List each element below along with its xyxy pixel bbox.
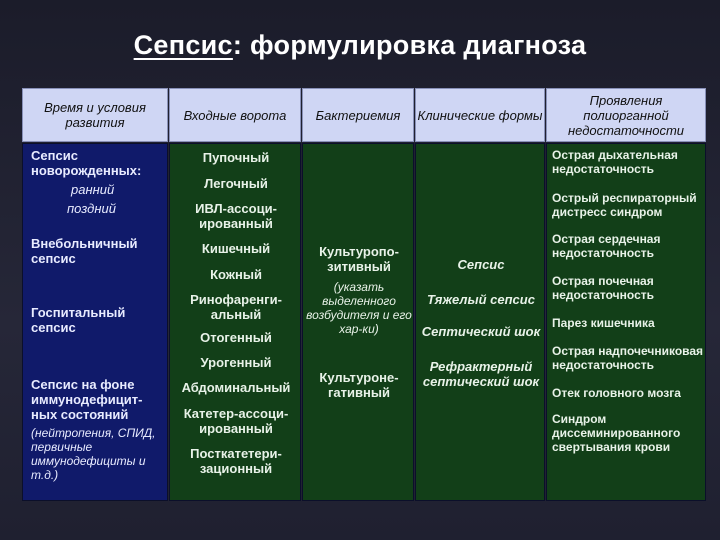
line: первичные xyxy=(31,440,93,454)
header-bacteremia xyxy=(302,88,414,142)
header-time-conditions xyxy=(22,88,168,142)
column-entry-gates xyxy=(169,143,301,501)
header-label: Входные ворота xyxy=(183,107,287,123)
gate-ventilator xyxy=(170,201,302,231)
line: Синдром xyxy=(552,412,607,426)
column-clinical-forms xyxy=(415,143,545,501)
gate-catheter xyxy=(170,406,302,436)
culture-positive-note xyxy=(303,280,415,336)
gate-skin: Кожный xyxy=(210,267,262,282)
line: Культуропо- xyxy=(319,244,399,259)
form-septic-shock: Септический шок xyxy=(421,324,541,339)
line: зационный xyxy=(199,461,273,476)
form-sepsis: Сепсис xyxy=(457,257,505,272)
header-label: Бактериемия xyxy=(315,107,401,123)
line: Острая почечная xyxy=(552,274,654,288)
gate-abdominal: Абдоминальный xyxy=(181,380,291,395)
line: септический шок xyxy=(422,374,540,389)
line: Острая сердечная xyxy=(552,232,661,246)
resp-failure xyxy=(552,148,678,176)
gate-umbilical: Пупочный xyxy=(202,150,270,165)
culture-negative xyxy=(303,370,415,400)
line: гативный xyxy=(328,385,390,400)
line: иммунодефициты и xyxy=(31,454,146,468)
line: диссеминированного xyxy=(552,426,681,440)
line: ированный xyxy=(199,216,273,231)
intestinal-paresis: Парез кишечника xyxy=(552,316,655,330)
line: хар-ки) xyxy=(339,322,379,336)
title-underlined: Сепсис xyxy=(133,30,233,60)
slide-title xyxy=(0,30,720,61)
line: альный xyxy=(210,307,262,322)
late-onset: поздний xyxy=(67,201,116,216)
header-organ-failure xyxy=(546,88,706,142)
column-organ-failure xyxy=(546,143,706,501)
line: Рефрактерный xyxy=(429,359,533,374)
column-time-conditions xyxy=(22,143,168,501)
line: недостаточность xyxy=(552,162,654,176)
line: Ринофаренги- xyxy=(190,292,282,307)
line: возбудителя и его xyxy=(306,308,412,322)
line: Острый респираторный xyxy=(552,191,697,205)
title-rest: : формулировка диагноза xyxy=(232,30,587,60)
line: свертывания крови xyxy=(552,440,671,454)
line: Сепсис на фоне xyxy=(31,377,135,392)
header-label: Время и условия развития xyxy=(44,100,146,130)
line: т.д.) xyxy=(31,468,59,482)
gate-pulmonary: Легочный xyxy=(204,176,268,191)
immunodeficiency-note xyxy=(31,426,156,482)
line: Культуроне- xyxy=(319,370,399,385)
line: Острая дыхательная xyxy=(552,148,678,162)
line: Посткатетери- xyxy=(190,446,282,461)
line: ных состояний xyxy=(31,407,129,422)
line: недостаточность xyxy=(552,246,654,260)
form-severe-sepsis: Тяжелый сепсис xyxy=(427,292,535,307)
hospital-sepsis xyxy=(31,305,125,335)
header-label: Проявления полиорганной недостаточности xyxy=(567,92,685,138)
line: сепсис xyxy=(31,320,76,335)
line: (указать xyxy=(333,280,385,294)
gate-postcatheter xyxy=(170,446,302,476)
line: ИВЛ-ассоци- xyxy=(195,201,277,216)
line: (нейтропения, СПИД, xyxy=(31,426,156,440)
line: иммунодефицит- xyxy=(31,392,143,407)
gate-rhinopharyngeal xyxy=(170,292,302,322)
renal-failure xyxy=(552,274,654,302)
line: Сепсис xyxy=(31,148,78,163)
form-refractory-shock xyxy=(416,359,546,389)
newborn-sepsis xyxy=(31,148,141,178)
header-clinical-forms xyxy=(415,88,545,142)
header-entry-gates xyxy=(169,88,301,142)
line: Острая надпочечниковая xyxy=(552,344,704,358)
line: Внебольничный xyxy=(31,236,138,251)
heart-failure xyxy=(552,232,661,260)
gate-urogenic: Урогенный xyxy=(200,355,272,370)
line: сепсис xyxy=(31,251,76,266)
brain-edema: Отек головного мозга xyxy=(552,386,681,400)
line: недостаточность xyxy=(552,358,654,372)
community-sepsis xyxy=(31,236,138,266)
gate-intestinal: Кишечный xyxy=(201,241,271,256)
adrenal-failure xyxy=(552,344,703,372)
ards xyxy=(552,191,697,219)
line: ированный xyxy=(199,421,273,436)
line: Госпитальный xyxy=(31,305,126,320)
line: дистресс синдром xyxy=(552,205,663,219)
culture-positive xyxy=(303,244,415,274)
column-bacteremia xyxy=(302,143,414,501)
gate-otogenic: Отогенный xyxy=(200,330,272,345)
immunodeficiency-sepsis xyxy=(31,377,142,422)
dic-syndrome xyxy=(552,412,680,454)
line: недостаточность xyxy=(552,288,654,302)
header-label: Клинические формы xyxy=(417,107,543,123)
line: новорожденных: xyxy=(31,163,142,178)
line: выделенного xyxy=(322,294,396,308)
early-onset: ранний xyxy=(71,182,115,197)
line: зитивный xyxy=(327,259,391,274)
line: Катетер-ассоци- xyxy=(183,406,289,421)
